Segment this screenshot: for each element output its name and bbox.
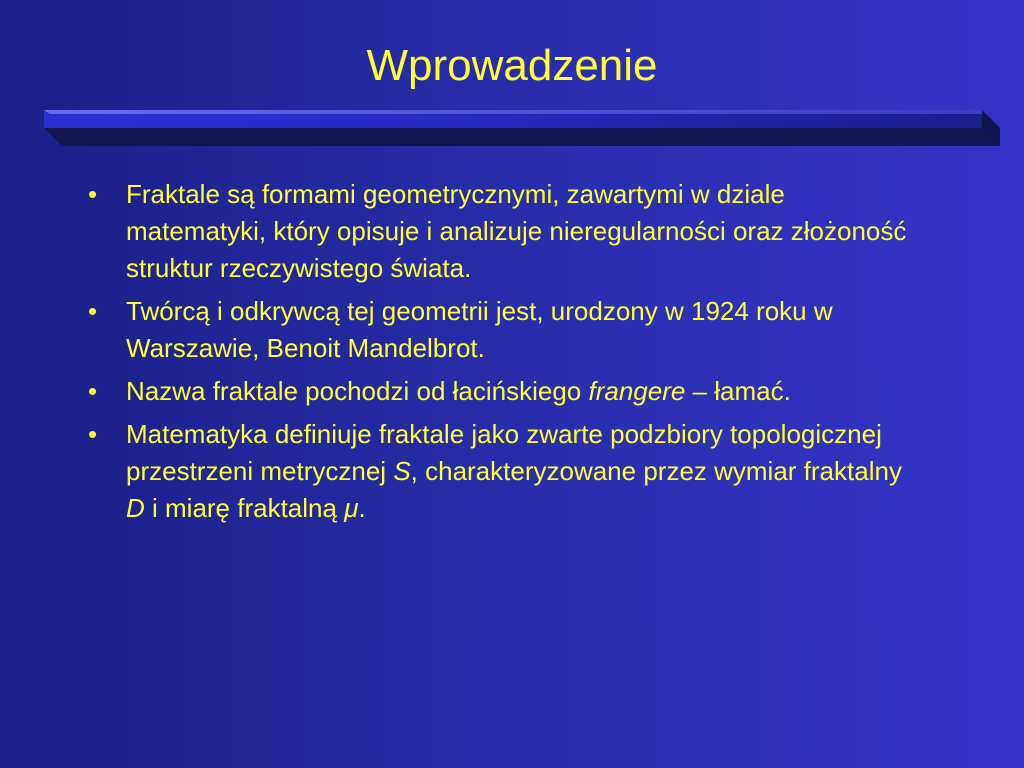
bullet-text-post: – łamać. <box>685 376 791 406</box>
bar-shadow <box>44 128 1000 146</box>
bullet-marker: • <box>88 376 98 406</box>
bullet-text-post: . <box>358 493 366 523</box>
bullet-text-mid: , charakteryzowane przez wymiar fraktalny <box>410 456 902 486</box>
symbol-d: D <box>126 493 145 523</box>
bullet-item-1 <box>86 176 926 287</box>
bullet-list <box>86 176 926 527</box>
bullet-text: Fraktale są formami geometrycznymi, zawartymi w dziale matematyki, który opisuje i analizuje nieregularności oraz złożoność struktur rzeczywistego świata. <box>126 179 907 283</box>
bullet-text-mid2: i miarę fraktalną <box>144 493 345 523</box>
bullet-marker: • <box>88 179 98 209</box>
latin-term: frangere <box>588 376 686 406</box>
bullet-marker: • <box>88 419 98 449</box>
bullet-list-container <box>86 176 926 533</box>
symbol-mu: μ <box>344 493 359 523</box>
bullet-text-pre: Nazwa fraktale pochodzi od łacińskiego <box>126 376 589 406</box>
symbol-s: S <box>393 456 411 486</box>
bullet-marker: • <box>88 296 98 326</box>
bullet-text: Twórcą i odkrywcą tej geometrii jest, urodzony w 1924 roku w Warszawie, Benoit Mandelbrot. <box>126 296 833 363</box>
bullet-text-pre: Matematyka definiuje fraktale jako zwarte podzbiory topologicznej przestrzeni metrycznej <box>126 419 882 486</box>
bar-top-edge <box>44 110 988 114</box>
bullet-item-3 <box>86 373 926 410</box>
slide-title: Wprowadzenie <box>366 41 658 90</box>
bullet-item-2 <box>86 293 926 367</box>
bullet-item-4 <box>86 416 926 527</box>
title-underline-bar <box>44 110 1000 146</box>
